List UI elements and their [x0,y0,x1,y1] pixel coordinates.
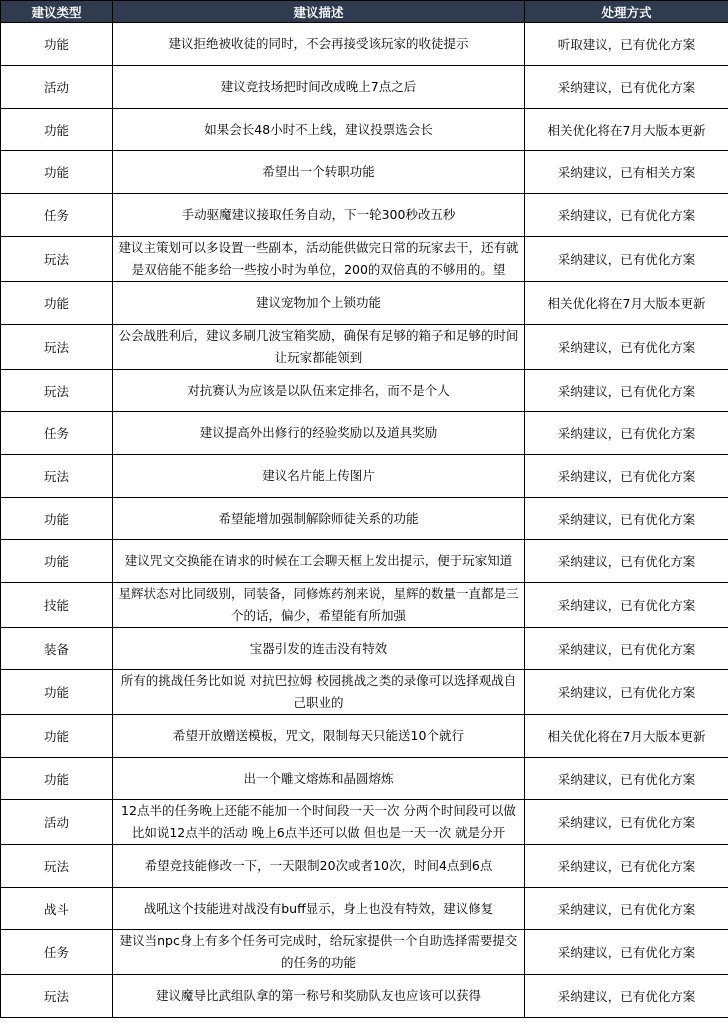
cell-description [113,455,525,498]
cell-description-text: 建议拒绝被收徒的同时，不会再接受该玩家的收徒提示 [168,36,469,51]
cell-type: 活动 [1,66,113,109]
cell-description [113,583,525,628]
header-type: 建议类型 [1,1,113,23]
cell-description-text: 建议咒文交换能在请求的时候在工会聊天框上发出提示，便于玩家知道 [124,553,513,568]
cell-type: 玩法 [1,975,113,1018]
cell-description [113,498,525,540]
cell-action: 采纳建议，已有相关方案 [525,151,728,194]
cell-action: 采纳建议，已有优化方案 [525,325,728,370]
table-row [1,237,728,282]
cell-description [113,845,525,888]
table-row [1,930,728,975]
cell-action: 听取建议，已有优化方案 [525,23,728,66]
cell-description-text: 建议魔导比武组队拿的第一称号和奖励队友也应该可以获得 [155,988,481,1003]
cell-action: 采纳建议，已有优化方案 [525,845,728,888]
table-row [1,583,728,628]
cell-description-text: 手动驱魔建议接取任务自动，下一轮300秒改五秒 [181,207,456,222]
table-row [1,540,728,583]
table-row [1,888,728,930]
table-row [1,23,728,66]
cell-description [113,715,525,758]
cell-action: 采纳建议，已有优化方案 [525,66,728,109]
cell-type: 任务 [1,412,113,455]
cell-description [113,670,525,715]
cell-description [113,412,525,455]
cell-description [113,540,525,583]
table-row [1,455,728,498]
cell-type: 活动 [1,800,113,845]
cell-action: 采纳建议，已有优化方案 [525,540,728,583]
cell-action: 采纳建议，已有优化方案 [525,930,728,975]
table-row [1,325,728,370]
header-description: 建议描述 [113,1,525,23]
table-row [1,715,728,758]
cell-description [113,888,525,930]
cell-description-text: 宝器引发的连击没有特效 [249,640,388,656]
cell-action: 采纳建议，已有优化方案 [525,975,728,1018]
cell-action: 采纳建议，已有优化方案 [525,194,728,237]
cell-action: 相关优化将在7月大版本更新 [525,109,728,151]
table-row [1,282,728,325]
cell-description-text: 建议名片能上传图片 [262,468,375,483]
cell-description [113,325,525,370]
table-row [1,109,728,151]
cell-action: 相关优化将在7月大版本更新 [525,715,728,758]
cell-type: 功能 [1,282,113,325]
cell-type: 功能 [1,23,113,66]
cell-description-text: 如果会长48小时不上线，建议投票选会长 [204,121,433,137]
cell-type: 玩法 [1,325,113,370]
cell-action: 采纳建议，已有优化方案 [525,888,728,930]
cell-description-text: 希望竞技能修改一下，一天限制20次或者10次，时间4点到6点 [144,858,493,873]
cell-description-text: 建议竞技场把时间改成晚上7点之后 [220,79,417,94]
cell-action: 相关优化将在7月大版本更新 [525,282,728,325]
cell-type: 玩法 [1,845,113,888]
cell-action: 采纳建议，已有优化方案 [525,800,728,845]
cell-description [113,370,525,412]
table-row [1,498,728,540]
cell-description-text: 战吼这个技能进对战没有buff显示，身上也没有特效，建议修复 [143,900,494,916]
cell-description [113,930,525,975]
cell-type: 任务 [1,930,113,975]
cell-action: 采纳建议，已有优化方案 [525,370,728,412]
cell-type: 功能 [1,498,113,540]
cell-action: 采纳建议，已有优化方案 [525,498,728,540]
table-row [1,628,728,670]
table-row [1,845,728,888]
header-action: 处理方式 [525,1,728,23]
cell-type: 功能 [1,715,113,758]
cell-type: 玩法 [1,237,113,282]
cell-description [113,194,525,237]
table-row [1,800,728,845]
cell-type: 功能 [1,540,113,583]
cell-action: 采纳建议，已有优化方案 [525,628,728,670]
cell-description [113,282,525,325]
cell-action: 采纳建议，已有优化方案 [525,670,728,715]
table-body [1,23,728,1018]
table-row [1,758,728,800]
cell-type: 装备 [1,628,113,670]
cell-type: 技能 [1,583,113,628]
table-row [1,66,728,109]
table-row [1,151,728,194]
cell-type: 功能 [1,758,113,800]
cell-type: 任务 [1,194,113,237]
cell-description-text: 建议提高外出修行的经验奖励以及道具奖励 [199,425,438,440]
cell-description-text: 希望出一个转职功能 [262,164,375,179]
cell-description [113,66,525,109]
cell-action: 采纳建议，已有优化方案 [525,455,728,498]
header-row [1,1,728,23]
cell-description [113,628,525,670]
cell-description [113,758,525,800]
cell-description [113,151,525,194]
cell-type: 玩法 [1,370,113,412]
cell-description [113,109,525,151]
cell-action: 采纳建议，已有优化方案 [525,237,728,282]
cell-description [113,800,525,845]
cell-description-text: 建议主策划可以多设置一些副本，活动能供做完日常的玩家去干，还有就是双倍能不能多给一些按小时为单位，200的双倍真的不够用的。望 [118,240,519,277]
cell-type: 功能 [1,151,113,194]
table-row [1,670,728,715]
cell-description [113,975,525,1018]
cell-description-text: 12点半的任务晚上还能不能加一个时间段一天一次 分两个时间段可以做比如说12点半的活动 晚上6点半还可以做 但也是一天一次 就是分开 [121,803,516,840]
table-header [1,1,728,23]
cell-description-text: 出一个雕文熔炼和晶圆熔炼 [243,770,394,786]
cell-description-text: 希望开放赠送模板，咒文，限制每天只能送10个就行 [173,728,464,743]
table-row [1,194,728,237]
cell-description-text: 对抗赛认为应该是以队伍来定排名，而不是个人 [187,382,450,398]
cell-description-text: 建议当npc身上有多个任务可完成时，给玩家提供一个自助选择需要提交的任务的功能 [119,933,518,970]
cell-description [113,237,525,282]
cell-type: 玩法 [1,455,113,498]
cell-action: 采纳建议，已有优化方案 [525,583,728,628]
cell-description-text: 建议宠物加个上锁功能 [255,295,381,310]
cell-description-text: 希望能增加强制解除师徒关系的功能 [218,510,419,526]
cell-type: 功能 [1,109,113,151]
cell-description-text: 所有的挑战任务比如说 对抗巴拉姆 校园挑战之类的录像可以选择观战自己职业的 [120,673,517,710]
cell-description [113,23,525,66]
table-row [1,975,728,1018]
cell-action: 采纳建议，已有优化方案 [525,412,728,455]
cell-description-text: 星辉状态对比同级别，同装备，同修炼药剂来说，星辉的数量一直都是三个的话，偏少，希望能有所加强 [118,586,519,623]
table-row [1,412,728,455]
cell-type: 功能 [1,670,113,715]
cell-description-text: 公会战胜利后，建议多刷几波宝箱奖励，确保有足够的箱子和足够的时间让玩家都能领到 [118,328,519,365]
table-row [1,370,728,412]
cell-type: 战斗 [1,888,113,930]
cell-action: 采纳建议，已有优化方案 [525,758,728,800]
